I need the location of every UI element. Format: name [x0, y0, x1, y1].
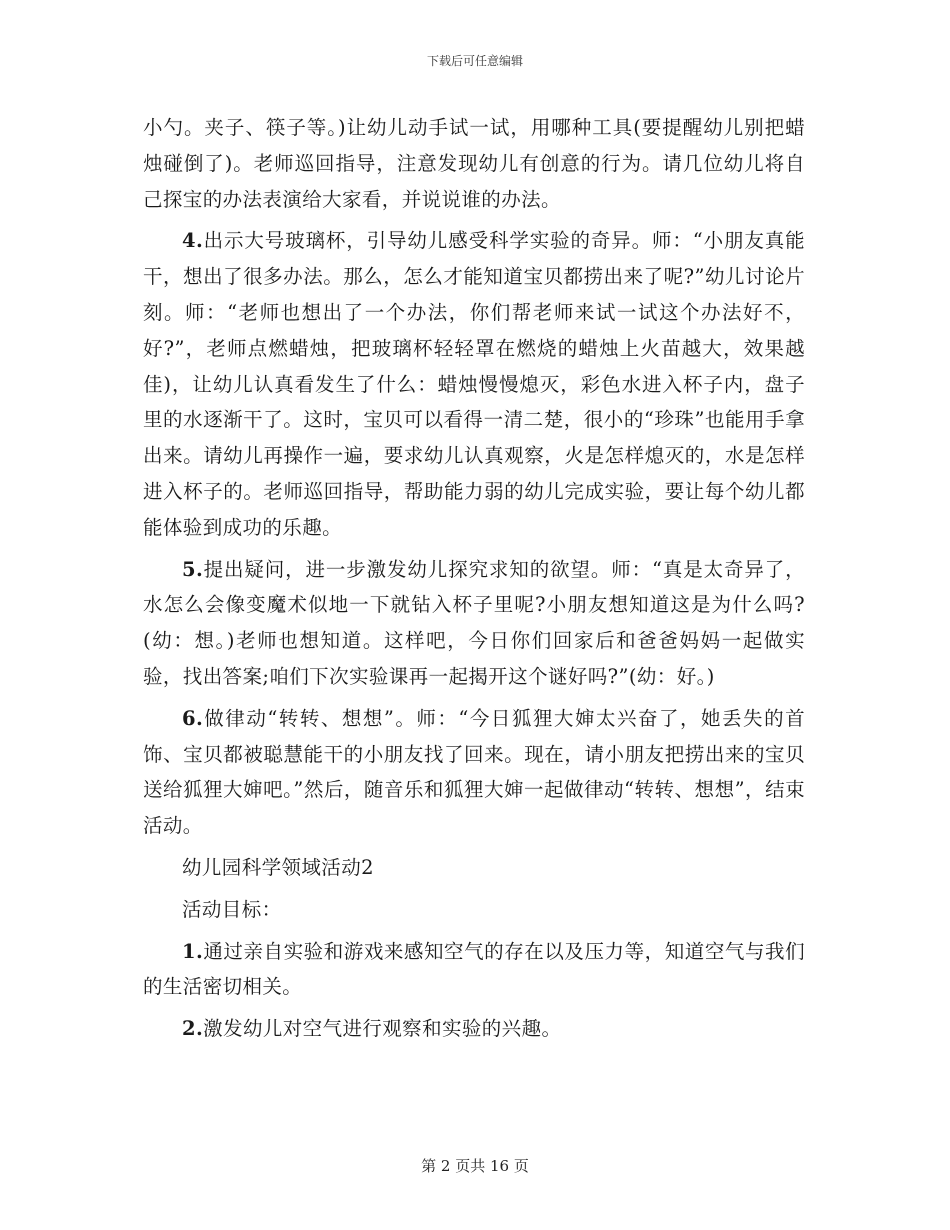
paragraph-continued: [143, 110, 805, 217]
paragraph-step-6: [143, 701, 805, 844]
paragraph-goal-1: [143, 934, 805, 1006]
list-number: 4.: [182, 229, 204, 253]
goals-label: [143, 892, 805, 928]
section-title-text: 幼儿园科学领域活动2: [182, 855, 374, 879]
paragraph-step-5: [143, 552, 805, 695]
paragraph-step-4: [143, 223, 805, 545]
list-number: 1.: [182, 939, 204, 963]
list-number: 2.: [182, 1017, 204, 1041]
list-number: 6.: [182, 706, 204, 730]
section-title: [143, 850, 805, 886]
page-footer: 第 2 页共 16 页: [421, 1157, 529, 1175]
paragraph-text: 出示大号玻璃杯，引导幼儿感受科学实验的奇异。师：“小朋友真能干，想出了很多办法。那么，怎么才能知道宝贝都捞出来了呢?”幼儿讨论片刻。师：“老师也想出了一个办法，你们帮老师来试一试这个办法好不，好?”，老师点燃蜡烛，把玻璃杯轻轻罩在燃烧的蜡烛上火苗越大，效果越佳)，让幼儿认真看发生了什么：蜡烛慢慢熄灭，彩色水进入杯子内，盘子里的水逐渐干了。这时，宝贝可以看得一清二楚，很小的“珍珠”也能用手拿出来。请幼儿再操作一遍，要求幼儿认真观察，火是怎样熄灭的，水是怎样进入杯子的。老师巡回指导，帮助能力弱的幼儿完成实验，要让每个幼儿都能体验到成功的乐趣。: [143, 229, 805, 539]
paragraph-text: 激发幼儿对空气进行观察和实验的兴趣。: [203, 1017, 562, 1041]
list-number: 5.: [182, 557, 204, 581]
document-body: [143, 110, 805, 1053]
paragraph-text: 通过亲自实验和游戏来感知空气的存在以及压力等，知道空气与我们的生活密切相关。: [143, 939, 805, 999]
paragraph-text: 做律动“转转、想想”。师：“今日狐狸大婶太兴奋了，她丢失的首饰、宝贝都被聪慧能干的小朋友找了回来。现在，请小朋友把捞出来的宝贝送给狐狸大婶吧。”然后，随音乐和狐狸大婶一起做律动“转转、想想”，结束活动。: [143, 706, 805, 838]
paragraph-goal-2: [143, 1011, 805, 1047]
page-header: 下载后可任意编辑: [426, 54, 523, 68]
paragraph-text: 小勺。夹子、筷子等。)让幼儿动手试一试，用哪种工具(要提醒幼儿别把蜡烛碰倒了)。老师巡回指导，注意发现幼儿有创意的行为。请几位幼儿将自己探宝的办法表演给大家看，并说说谁的办法。: [143, 116, 805, 211]
paragraph-text: 提出疑问，进一步激发幼儿探究求知的欲望。师：“真是太奇异了，水怎么会像变魔术似地一下就钻入杯子里呢?小朋友想知道这是为什么吗?(幼：想。)老师也想知道。这样吧，今日你们回家后和爸爸妈妈一起做实验，找出答案;咱们下次实验课再一起揭开这个谜好吗?”(幼：好。): [143, 557, 805, 688]
goals-label-text: 活动目标：: [182, 897, 282, 921]
